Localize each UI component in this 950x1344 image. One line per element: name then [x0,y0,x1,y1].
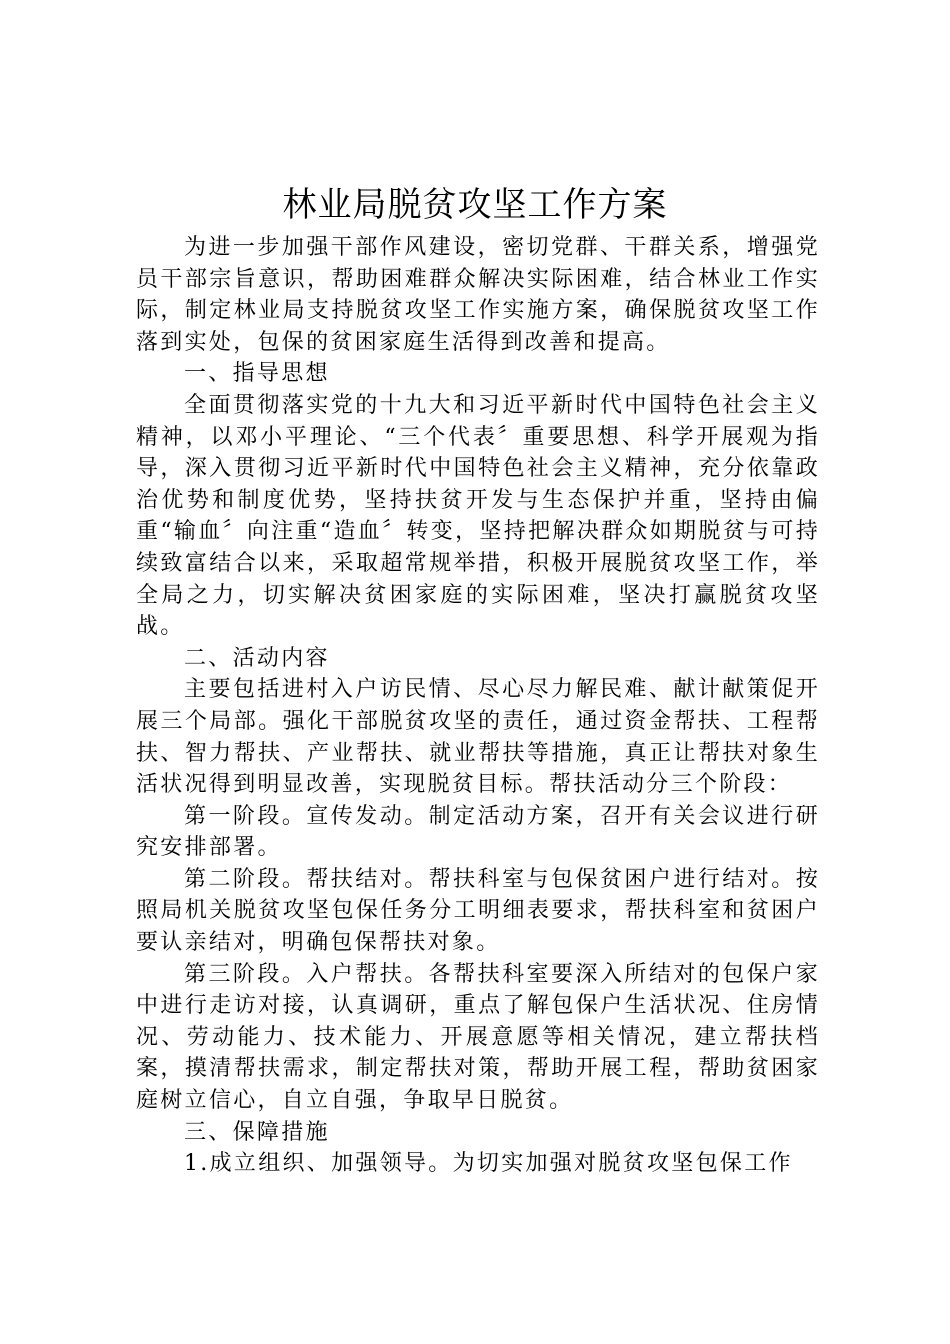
document-body [136,232,820,1180]
activity-content-paragraph: 主要包括进村入户访民情、尽心尽力解民难、献计献策促开展三个局部。强化干部脱贫攻坚的责任，通过资金帮扶、工程帮扶、智力帮扶、产业帮扶、就业帮扶等措施，真正让帮扶对象生活状况得到明显改善，实现脱贫目标。帮扶活动分三个阶段： [136,677,820,798]
section-heading-activity-content: 二、活动内容 [184,645,330,671]
guiding-thought-paragraph: 全面贯彻落实党的十九大和习近平新时代中国特色社会主义精神，以邓小平理论、“三个代表〞重要思想、科学开展观为指导，深入贯彻习近平新时代中国特色社会主义精神，充分依靠政治优势和制度优势，坚持扶贫开发与生态保护并重，坚持由偏重“输血〞向注重“造血〞转变，坚持把解决群众如期脱贫与可持续致富结合以来，采取超常规举措，积极开展脱贫攻坚工作，举全局之力，切实解决贫困家庭的实际困难，坚决打赢脱贫攻坚战。 [136,392,820,640]
stage-two-paragraph: 第二阶段。帮扶结对。帮扶科室与包保贫困户进行结对。按照局机关脱贫攻坚包保任务分工明细表要求，帮扶科室和贫困户要认亲结对，明确包保帮扶对象。 [136,866,820,956]
intro-paragraph: 为进一步加强干部作风建设，密切党群、干群关系，增强党员干部宗旨意识，帮助困难群众解决实际困难，结合林业工作实际，制定林业局支持脱贫攻坚工作实施方案，确保脱贫攻坚工作落到实处，包保的贫困家庭生活得到改善和提高。 [136,235,820,355]
safeguard-item-1: 1.成立组织、加强领导。为切实加强对脱贫攻坚包保工作 [184,1151,793,1177]
section-heading-guiding-thought: 一、指导思想 [184,361,330,387]
document-title: 林业局脱贫攻坚工作方案 [282,185,668,225]
stage-one-paragraph: 第一阶段。宣传发动。制定活动方案，召开有关会议进行研究安排部署。 [136,803,820,861]
stage-three-paragraph: 第三阶段。入户帮扶。各帮扶科室要深入所结对的包保户家中进行走访对接，认真调研，重点了解包保户生活状况、住房情况、劳动能力、技术能力、开展意愿等相关情况，建立帮扶档案，摸清帮扶需求，制定帮扶对策，帮助开展工程，帮助贫困家庭树立信心，自立自强，争取早日脱贫。 [136,961,820,1114]
section-heading-safeguards: 三、保障措施 [184,1119,330,1145]
